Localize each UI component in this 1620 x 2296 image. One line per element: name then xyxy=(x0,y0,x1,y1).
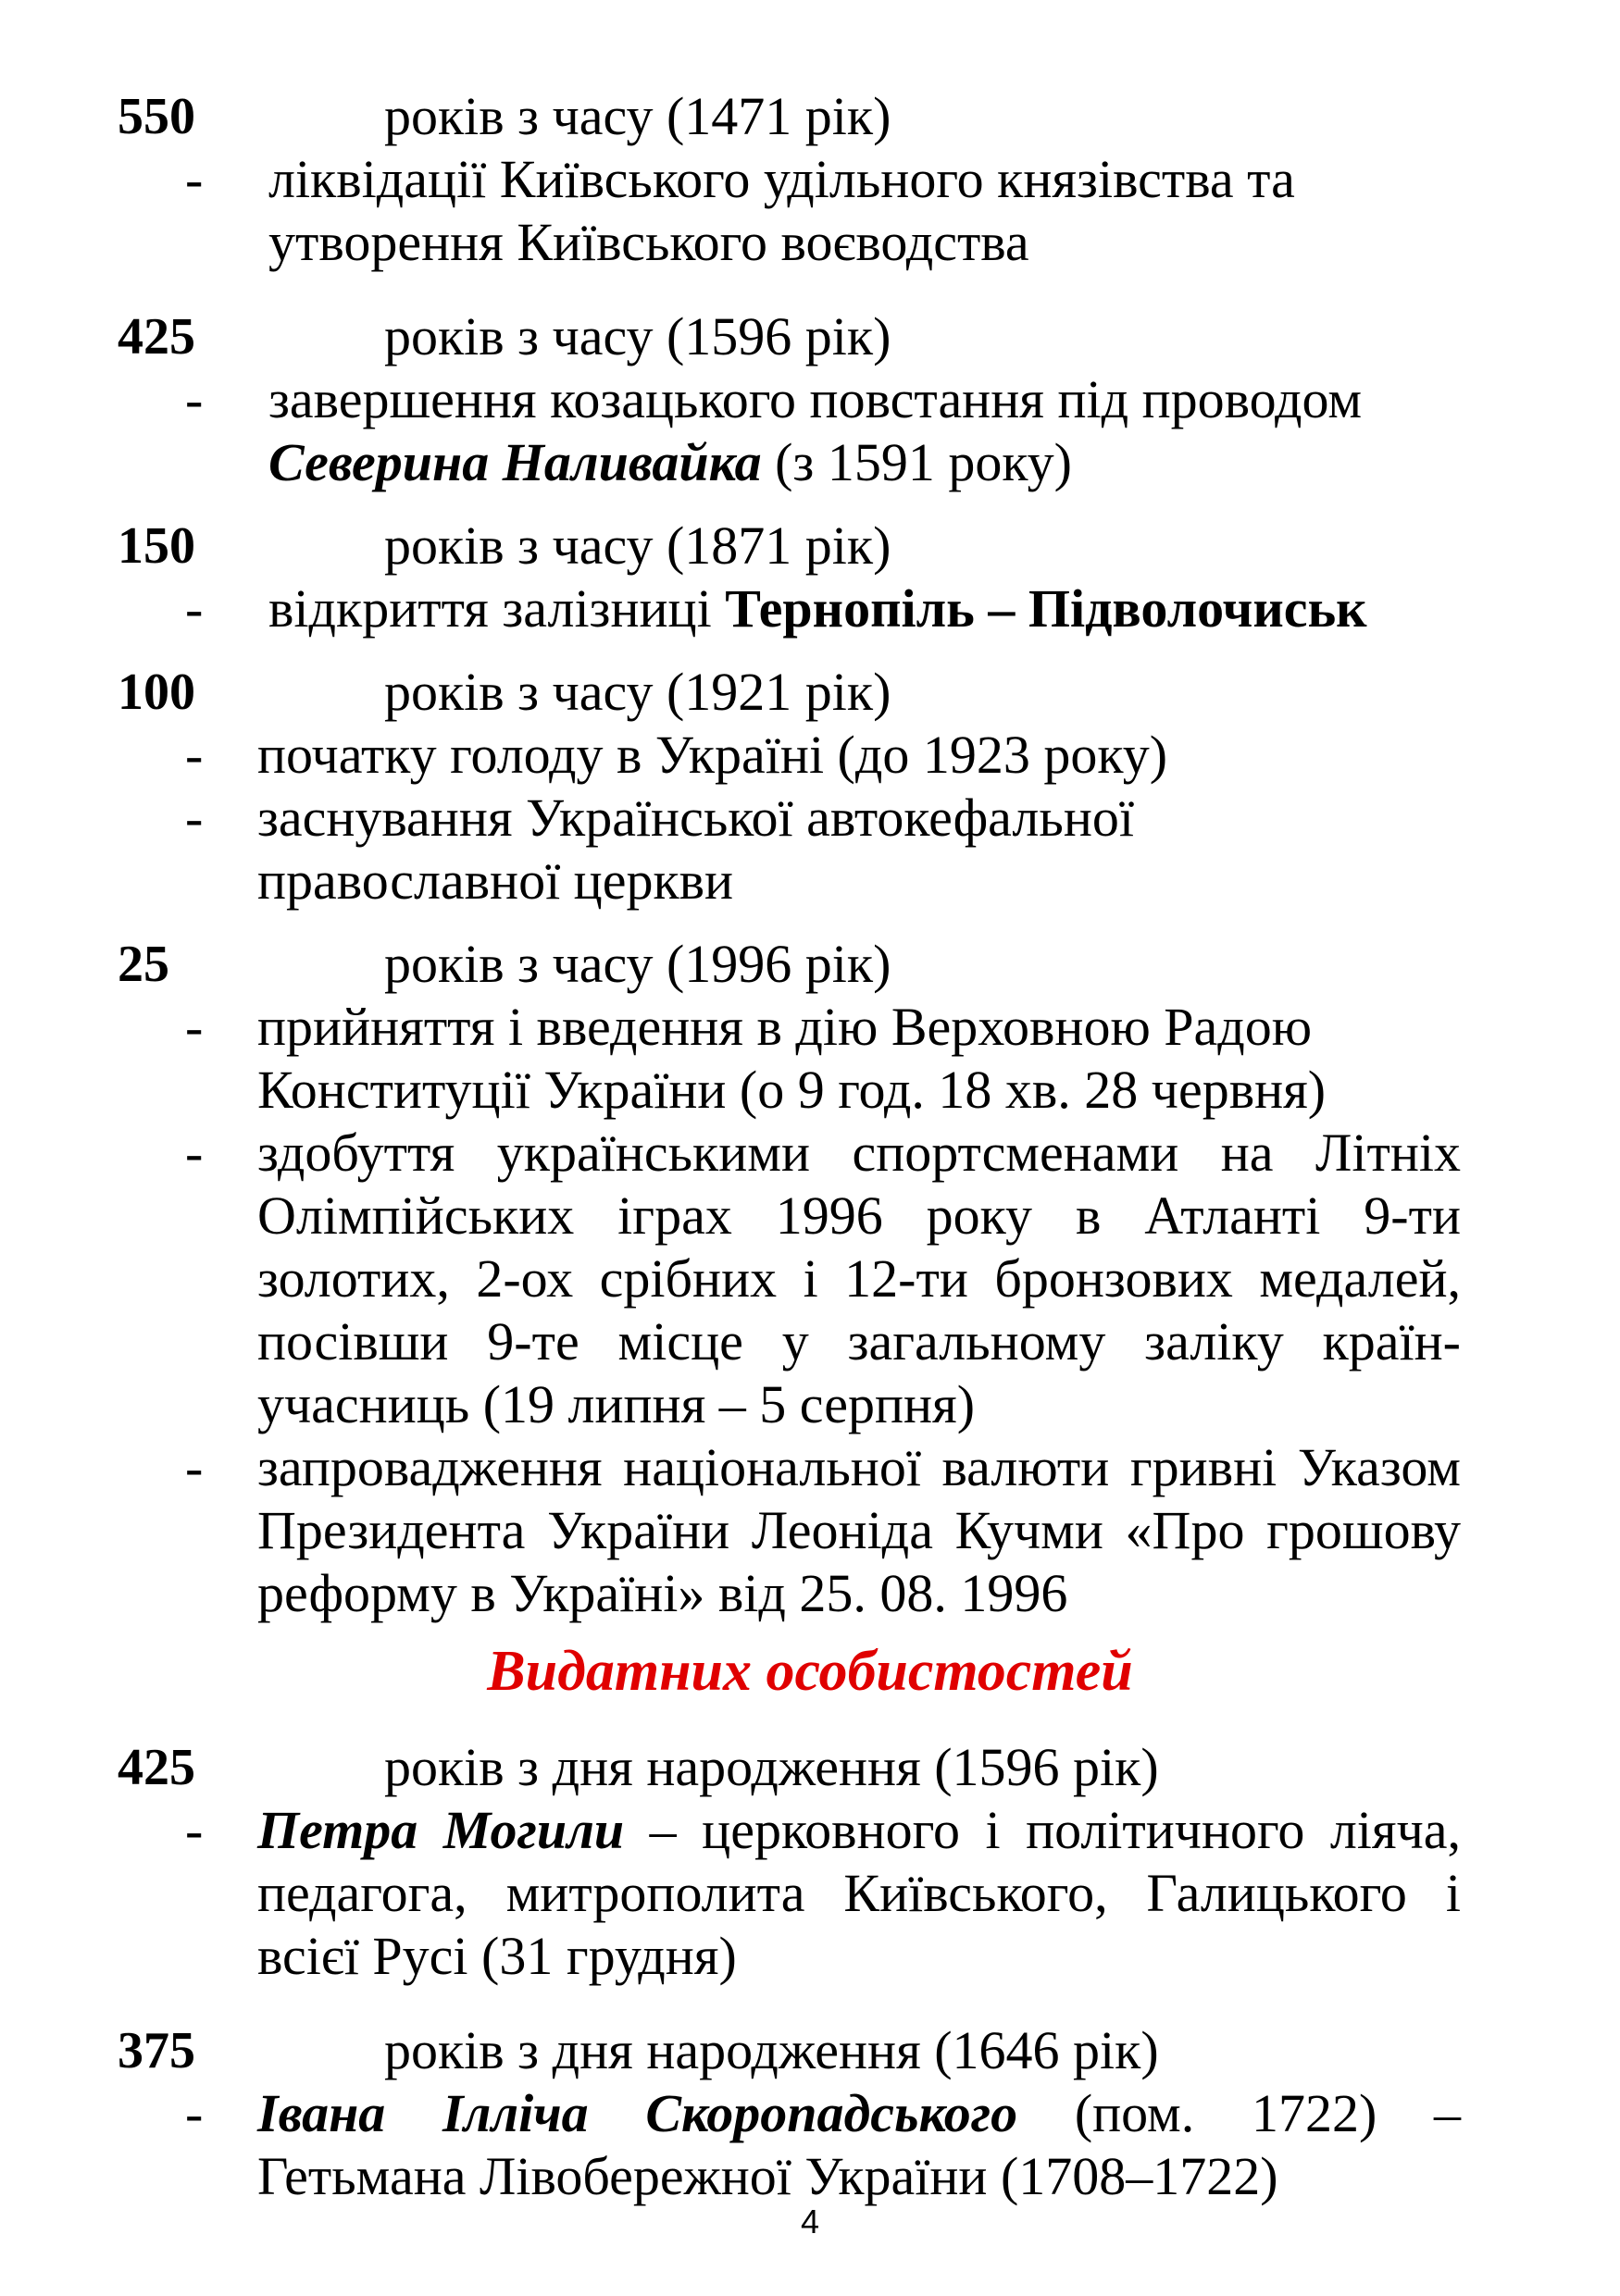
person-description-rest: – церковного і політичного ліяча, xyxy=(624,1800,1461,1860)
anniversary-number: 375 xyxy=(118,2022,195,2079)
person-name: Петра Могили xyxy=(257,1800,625,1860)
event-text xyxy=(268,577,1367,640)
event-text: завершення козацького повстання під проводом xyxy=(268,369,1363,429)
anniversary-years: років з часу (1471 рік) xyxy=(384,86,891,146)
event-text: посівши 9-те місце у загальному заліку країн- xyxy=(257,1311,1461,1371)
anniversary-number: 425 xyxy=(118,1739,195,1796)
event-text-prefix: відкриття залізниці xyxy=(268,578,726,639)
anniversary-years: років з часу (1921 рік) xyxy=(384,662,891,722)
person-description-rest: (пом. 1722) – xyxy=(1017,2083,1461,2143)
anniversary-years: років з дня народження (1646 рік) xyxy=(384,2020,1159,2080)
event-text: утворення Київського воєводства xyxy=(268,212,1029,272)
event-text: запровадження національної валюти гривні Указом xyxy=(257,1437,1461,1497)
anniversary-number: 550 xyxy=(118,88,195,145)
person-description: педагога, митрополита Київського, Галицького і xyxy=(257,1863,1461,1923)
anniversary-number: 150 xyxy=(118,517,195,575)
person-description: Гетьмана Лівобережної України (1708–1722) xyxy=(257,2146,1278,2206)
anniversary-years: років з часу (1871 рік) xyxy=(384,515,891,576)
list-dash: - xyxy=(185,149,204,209)
section-title: Видатних особистостей xyxy=(487,1640,1133,1703)
anniversary-number: 100 xyxy=(118,664,195,721)
list-dash: - xyxy=(185,997,204,1057)
list-dash: - xyxy=(185,578,204,639)
anniversary-number: 25 xyxy=(118,936,169,993)
list-dash: - xyxy=(185,1437,204,1497)
list-dash: - xyxy=(185,369,204,429)
event-text: заснування Української автокефальної xyxy=(257,788,1134,848)
event-text-rest: (з 1591 року) xyxy=(761,432,1072,492)
person-description xyxy=(257,2082,1461,2145)
list-dash: - xyxy=(185,725,204,785)
event-text: здобуття українськими спортсменами на Літніх xyxy=(257,1123,1461,1183)
event-text: початку голоду в Україні (до 1923 року) xyxy=(257,725,1168,785)
list-dash: - xyxy=(185,2083,204,2143)
anniversary-number: 425 xyxy=(118,308,195,366)
list-dash: - xyxy=(185,1800,204,1860)
anniversary-years: років з дня народження (1596 рік) xyxy=(384,1737,1159,1797)
event-text: реформу в Україні» від 25. 08. 1996 xyxy=(257,1563,1068,1623)
event-text: прийняття і введення в дію Верховною Радою xyxy=(257,997,1313,1057)
event-text: золотих, 2-ох срібних і 12-ти бронзових медалей, xyxy=(257,1248,1461,1309)
page-number: 4 xyxy=(800,2203,820,2240)
person-name: Івана Ілліча Скоропадського xyxy=(257,2083,1018,2143)
event-text: Конституції України (о 9 год. 18 хв. 28 червня) xyxy=(257,1060,1327,1120)
person-description: всієї Русі (31 грудня) xyxy=(257,1926,737,1986)
event-text xyxy=(268,431,1072,494)
railway-route: Тернопіль – Підволочиськ xyxy=(725,578,1367,639)
event-text: Олімпійських іграх 1996 року в Атланті 9-ти xyxy=(257,1185,1461,1246)
list-dash: - xyxy=(185,1123,204,1183)
anniversary-years: років з часу (1596 рік) xyxy=(384,306,891,366)
event-text: Президента України Леоніда Кучми «Про грошову xyxy=(257,1500,1461,1560)
event-text: ліквідації Київського удільного князівства та xyxy=(268,149,1295,209)
person-description xyxy=(257,1799,1461,1862)
list-dash: - xyxy=(185,788,204,848)
anniversary-years: років з часу (1996 рік) xyxy=(384,934,891,994)
person-name: Северина Наливайка xyxy=(268,432,762,492)
event-text: православної церкви xyxy=(257,850,734,911)
event-text: учасниць (19 липня – 5 серпня) xyxy=(257,1374,976,1434)
